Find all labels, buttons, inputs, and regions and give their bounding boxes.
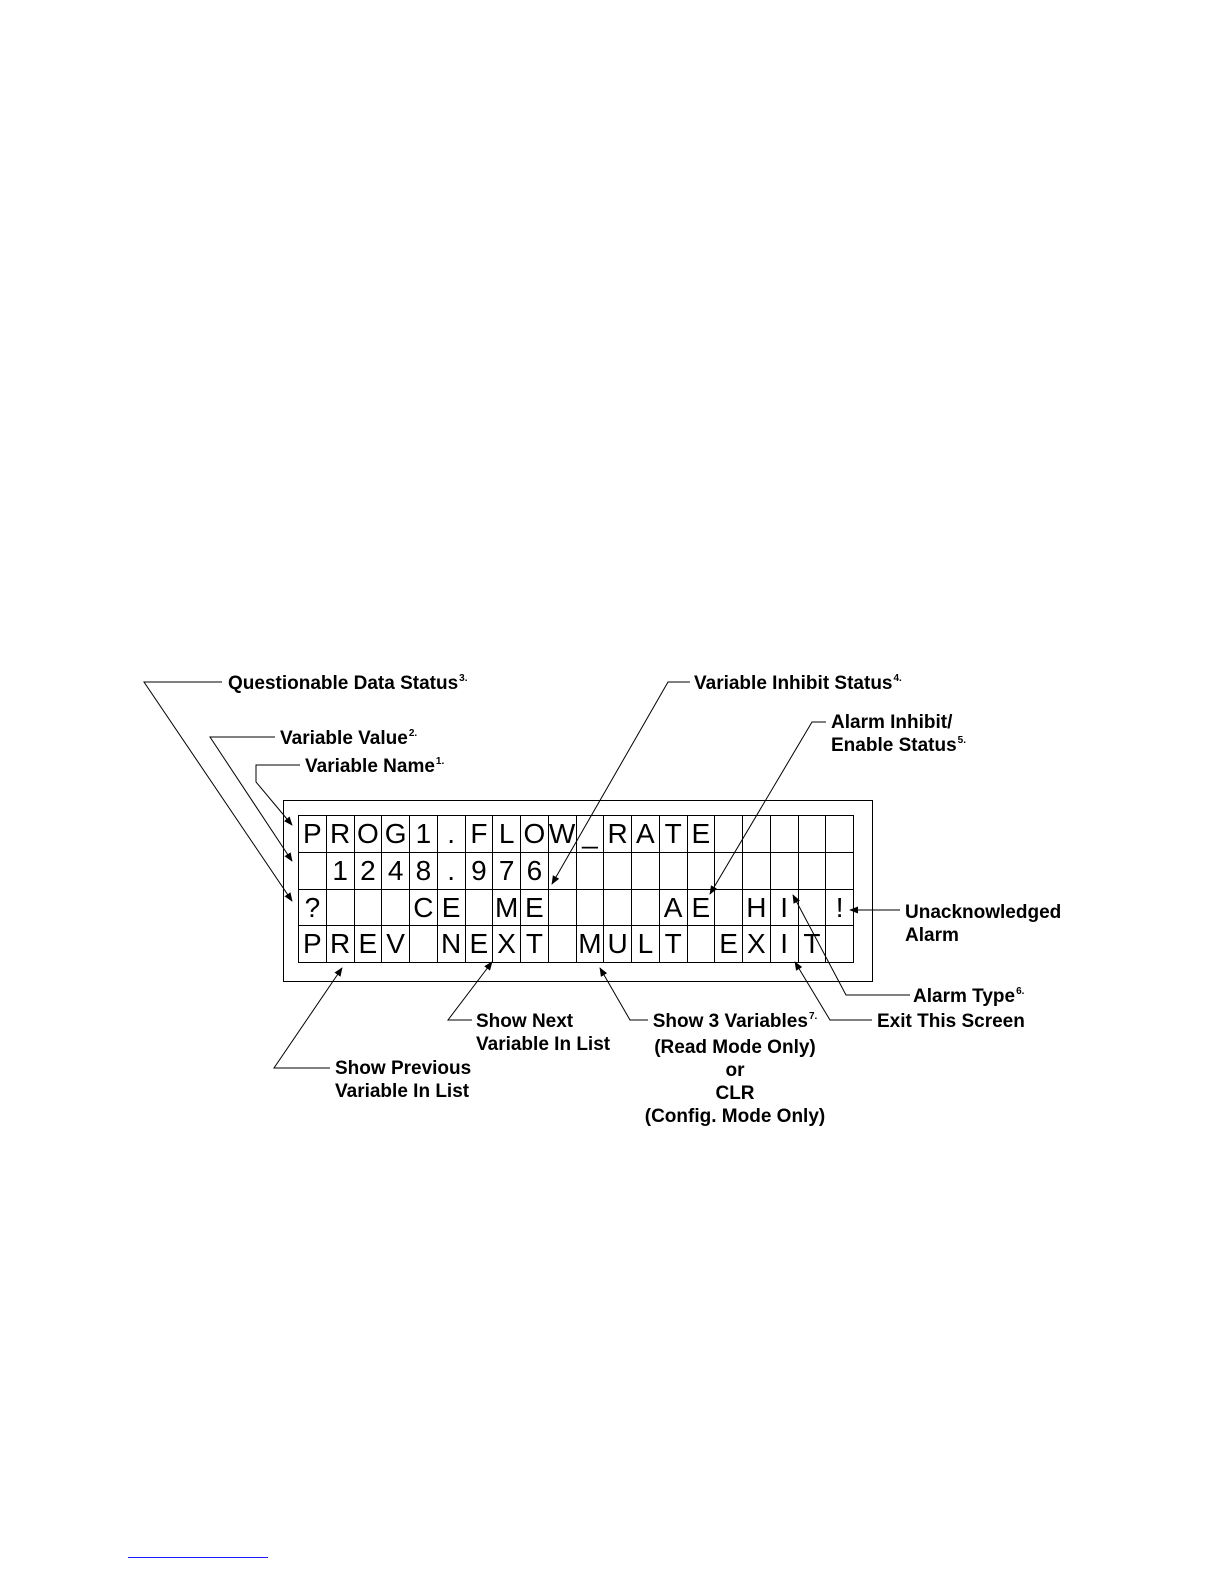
label-exit-this-screen: Exit This Screen bbox=[877, 1011, 1025, 1032]
lcd-cell: 8 bbox=[410, 853, 438, 890]
lcd-cell bbox=[771, 816, 799, 853]
lcd-cell: C bbox=[410, 890, 438, 927]
lcd-cell: I bbox=[771, 890, 799, 927]
lcd-cell bbox=[466, 890, 494, 927]
lcd-cell bbox=[549, 853, 577, 890]
lcd-cell: I bbox=[771, 926, 799, 963]
lcd-character-grid bbox=[298, 815, 854, 963]
lcd-cell bbox=[410, 926, 438, 963]
lcd-cell: ! bbox=[826, 890, 854, 927]
lcd-cell: G bbox=[382, 816, 410, 853]
lcd-cell bbox=[799, 890, 827, 927]
lcd-cell: T bbox=[660, 926, 688, 963]
label-variable-name: Variable Name$^{1.}$ bbox=[305, 756, 445, 777]
label-show-three-variables: Show 3 Variables$^{7.}$ (Read Mode Only) or CLR (Config. Mode Only) bbox=[644, 1011, 826, 1127]
lcd-cell: E bbox=[715, 926, 743, 963]
lcd-cell: 1 bbox=[410, 816, 438, 853]
lcd-cell: O bbox=[355, 816, 383, 853]
lcd-cell bbox=[660, 853, 688, 890]
lcd-cell bbox=[577, 853, 605, 890]
lcd-cell: R bbox=[327, 816, 355, 853]
lcd-cell: P bbox=[299, 816, 327, 853]
lcd-cell: V bbox=[382, 926, 410, 963]
lcd-cell: U bbox=[604, 926, 632, 963]
lcd-cell: R bbox=[604, 816, 632, 853]
lcd-cell: T bbox=[799, 926, 827, 963]
lcd-cell: 1 bbox=[327, 853, 355, 890]
lcd-cell: X bbox=[493, 926, 521, 963]
lcd-cell bbox=[299, 853, 327, 890]
lcd-cell bbox=[771, 853, 799, 890]
lcd-cell: E bbox=[521, 890, 549, 927]
lcd-cell: W bbox=[549, 816, 577, 853]
lcd-cell bbox=[549, 926, 577, 963]
lcd-cell: T bbox=[521, 926, 549, 963]
lcd-cell: P bbox=[299, 926, 327, 963]
lcd-cell: 6 bbox=[521, 853, 549, 890]
lcd-cell bbox=[826, 853, 854, 890]
lcd-cell: M bbox=[493, 890, 521, 927]
leader-questionable-data bbox=[144, 682, 292, 901]
lcd-cell: M bbox=[577, 926, 605, 963]
label-show-next-variable: Show Next Variable In List bbox=[476, 1011, 611, 1055]
lcd-cell: O bbox=[521, 816, 549, 853]
lcd-cell: N bbox=[438, 926, 466, 963]
label-questionable-data-status: Questionable Data Status$^{3.}$ bbox=[228, 673, 468, 694]
lcd-cell bbox=[688, 853, 716, 890]
lcd-cell: E bbox=[355, 926, 383, 963]
lcd-cell bbox=[743, 816, 771, 853]
lcd-cell bbox=[688, 926, 716, 963]
lcd-cell bbox=[604, 853, 632, 890]
lcd-cell bbox=[799, 816, 827, 853]
lcd-cell bbox=[327, 890, 355, 927]
lcd-cell bbox=[355, 890, 383, 927]
lcd-cell: . bbox=[438, 816, 466, 853]
lcd-cell: A bbox=[632, 816, 660, 853]
lcd-cell: ? bbox=[299, 890, 327, 927]
label-unacknowledged-alarm: Unacknowledged Alarm bbox=[905, 902, 1062, 946]
lcd-cell: . bbox=[438, 853, 466, 890]
lcd-cell bbox=[604, 890, 632, 927]
lcd-cell: 9 bbox=[466, 853, 494, 890]
label-variable-value: Variable Value$^{2.}$ bbox=[280, 728, 418, 749]
lcd-cell: E bbox=[438, 890, 466, 927]
lcd-cell bbox=[743, 853, 771, 890]
lcd-cell bbox=[826, 926, 854, 963]
label-show-previous-variable: Show Previous Variable In List bbox=[335, 1058, 472, 1102]
label-alarm-type: Alarm Type$^{6.}$ bbox=[913, 986, 1025, 1007]
lcd-cell bbox=[715, 890, 743, 927]
lcd-cell: E bbox=[466, 926, 494, 963]
lcd-cell: R bbox=[327, 926, 355, 963]
lcd-cell bbox=[632, 853, 660, 890]
lcd-cell: 7 bbox=[493, 853, 521, 890]
lcd-cell: T bbox=[660, 816, 688, 853]
lcd-cell bbox=[577, 890, 605, 927]
label-alarm-inhibit-enable-status: Alarm Inhibit/ Enable Status$^{5.}$ bbox=[831, 712, 966, 756]
lcd-cell bbox=[715, 816, 743, 853]
lcd-cell bbox=[799, 853, 827, 890]
leader-show-previous bbox=[274, 968, 342, 1068]
lcd-cell: A bbox=[660, 890, 688, 927]
lcd-cell bbox=[549, 890, 577, 927]
lcd-cell: 2 bbox=[355, 853, 383, 890]
leader-variable-value bbox=[210, 737, 292, 861]
lcd-cell: 4 bbox=[382, 853, 410, 890]
lcd-cell bbox=[826, 816, 854, 853]
lcd-cell: E bbox=[688, 890, 716, 927]
lcd-cell: H bbox=[743, 890, 771, 927]
lcd-cell: E bbox=[688, 816, 716, 853]
footnote-separator bbox=[128, 1557, 268, 1558]
lcd-cell bbox=[632, 890, 660, 927]
lcd-cell: L bbox=[632, 926, 660, 963]
lcd-cell bbox=[715, 853, 743, 890]
lcd-cell: L bbox=[493, 816, 521, 853]
label-variable-inhibit-status: Variable Inhibit Status$^{4.}$ bbox=[694, 673, 902, 694]
lcd-cell bbox=[382, 890, 410, 927]
lcd-cell: X bbox=[743, 926, 771, 963]
lcd-cell: F bbox=[466, 816, 494, 853]
lcd-cell: _ bbox=[577, 816, 605, 853]
